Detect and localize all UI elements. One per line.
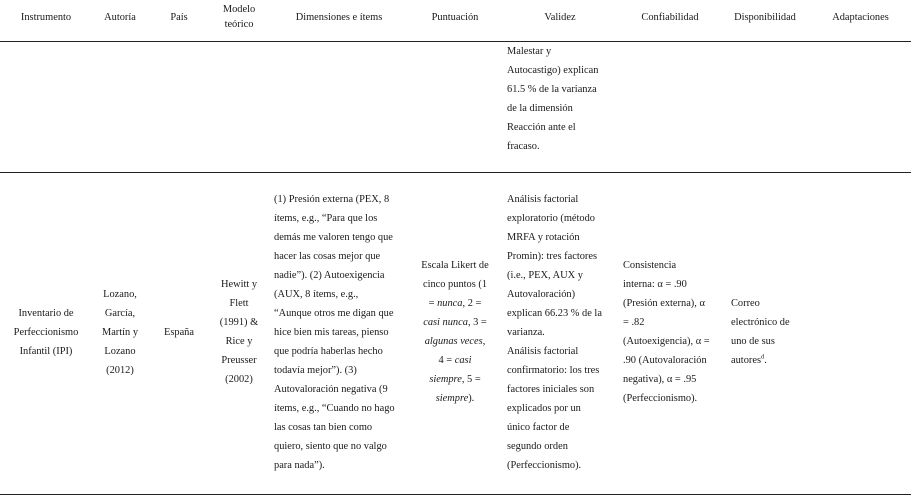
header-bottom-rule	[0, 41, 911, 42]
italic-fragment: casi	[454, 355, 472, 366]
prev-row-validez	[507, 42, 617, 156]
cell-disponibilidad	[731, 294, 810, 370]
italic-fragment: siempre	[435, 393, 469, 404]
text-line: (AUX, 8 ítems, e.g.,	[274, 289, 359, 300]
text-fragment: ).	[468, 393, 475, 404]
text-line: demás me valoren tengo que	[274, 232, 393, 243]
cell-validez	[507, 190, 617, 475]
text-line: Perfeccionismo	[13, 327, 79, 338]
text-line: nadie”). (2) Autoexigencia	[274, 270, 385, 281]
table-bottom-rule	[0, 494, 911, 495]
cell-instrumento	[0, 304, 92, 361]
text-line: factores iniciales son	[507, 384, 595, 395]
text-line: Infantil (IPI)	[19, 346, 73, 357]
text-line: MRFA y rotación	[507, 232, 580, 243]
text-line: (1991) &	[219, 317, 259, 328]
text-fragment: , 5 =	[461, 374, 481, 385]
header-pais: País	[170, 12, 188, 23]
text-line: Reacción ante el	[507, 122, 576, 133]
text-line: Hewitt y	[220, 279, 258, 290]
text-line: de la dimensión	[507, 103, 573, 114]
text-line: Escala Likert de	[421, 260, 489, 271]
text-fragment: , 3 =	[467, 317, 487, 328]
text-line: Autovaloración)	[507, 289, 576, 300]
text-line: (2002)	[225, 374, 253, 385]
text-line: (1) Presión externa (PEX, 8	[274, 194, 390, 205]
text-fragment: .	[764, 355, 767, 366]
text-line: (i.e., PEX, AUX y	[507, 270, 583, 281]
text-line: las cosas tan bien como	[274, 422, 373, 433]
italic-fragment: algunas veces	[424, 336, 483, 347]
cell-modelo-teorico	[210, 275, 268, 389]
text-line: segundo orden	[507, 441, 568, 452]
table-header-row	[0, 0, 911, 42]
text-fragment: , 2 =	[462, 298, 482, 309]
text-line	[410, 370, 500, 389]
text-line: para nada”).	[274, 460, 325, 471]
text-line: electrónico de	[731, 317, 790, 328]
header-validez: Validez	[544, 12, 576, 23]
text-line: Lozano	[104, 346, 136, 357]
text-fragment: ,	[482, 336, 486, 347]
text-line: (Presión externa), α	[623, 298, 705, 309]
text-line: Promin): tres factores	[507, 251, 598, 262]
text-line: confirmatorio: los tres	[507, 365, 600, 376]
cell-puntuacion	[410, 256, 500, 408]
cell-autoria	[92, 285, 148, 380]
row-separator-rule	[0, 172, 911, 173]
text-fragment: autores	[731, 355, 762, 366]
text-line: = .82	[623, 317, 645, 328]
text-line: explicados por un	[507, 403, 581, 414]
text-line: único factor de	[507, 422, 570, 433]
text-line: Autocastigo) explican	[507, 65, 599, 76]
text-line	[410, 332, 500, 351]
text-line	[410, 313, 500, 332]
text-line: negativa), α = .95	[623, 374, 697, 385]
header-modelo-line: teórico	[224, 19, 254, 30]
text-line: Malestar y	[507, 46, 552, 57]
header-autoria: Autoría	[104, 12, 136, 23]
text-line: Inventario de	[18, 308, 74, 319]
text-line: Autovaloración negativa (9	[274, 384, 388, 395]
text-line: que podría haberlas hecho	[274, 346, 383, 357]
text-line: ítems, e.g., “Para que los	[274, 213, 378, 224]
text-line: varianza.	[507, 327, 545, 338]
footnote-marker: d	[761, 353, 765, 361]
text-line: uno de sus	[731, 336, 775, 347]
header-modelo-teorico	[210, 2, 268, 32]
text-fragment: =	[428, 298, 438, 309]
text-line: Martín y	[101, 327, 139, 338]
text-line: explican 66.23 % de la	[507, 308, 602, 319]
italic-fragment: casi nunca	[423, 317, 468, 328]
text-line: Rice y	[225, 336, 253, 347]
text-line: .90 (Autovaloración	[623, 355, 707, 366]
text-line: Flett	[229, 298, 249, 309]
text-line	[731, 351, 810, 370]
text-line: quiero, siento que no valgo	[274, 441, 387, 452]
text-line: cinco puntos (1	[422, 279, 488, 290]
text-line: hice bien mis tareas, pienso	[274, 327, 389, 338]
text-line	[410, 294, 500, 313]
text-line: exploratorio (método	[507, 213, 596, 224]
text-line: todavía mejor”). (3)	[274, 365, 357, 376]
text-line: Preusser	[221, 355, 257, 366]
header-disponibilidad: Disponibilidad	[734, 12, 796, 23]
header-puntuacion: Puntuación	[431, 12, 479, 23]
text-line: “Aunque otros me digan que	[274, 308, 394, 319]
header-instrumento: Instrumento	[20, 12, 72, 23]
header-adaptaciones: Adaptaciones	[832, 12, 889, 23]
text-line: ítems, e.g., “Cuando no hago	[274, 403, 395, 414]
cell-confiabilidad	[623, 256, 720, 408]
text-line: 61.5 % de la varianza	[507, 84, 597, 95]
text-line: Consistencia	[623, 260, 677, 271]
text-line: fracaso.	[507, 141, 540, 152]
text-line	[410, 351, 500, 370]
text-line	[410, 389, 500, 408]
text-line: hacer las cosas mejor que	[274, 251, 381, 262]
text-line: Análisis factorial	[507, 194, 579, 205]
text-line: (Autoexigencia), α =	[623, 336, 710, 347]
text-line: (Perfeccionismo).	[507, 460, 582, 471]
header-dimensiones: Dimensiones e ítems	[295, 12, 383, 23]
cell-dimensiones	[274, 190, 410, 475]
header-modelo-line: Modelo	[222, 4, 256, 15]
cell-pais	[148, 323, 210, 342]
text-line: Lozano,	[103, 289, 137, 300]
text-line: (2012)	[106, 365, 134, 376]
italic-fragment: siempre	[429, 374, 462, 385]
italic-fragment: nunca	[437, 298, 463, 309]
text-line: interna: α = .90	[623, 279, 687, 290]
text-line: Análisis factorial	[507, 346, 579, 357]
text-fragment: 4 =	[438, 355, 455, 366]
text-line: España	[163, 327, 194, 338]
text-line: Correo	[731, 298, 760, 309]
text-line: García,	[104, 308, 136, 319]
header-confiabilidad: Confiabilidad	[641, 12, 699, 23]
text-line: (Perfeccionismo).	[623, 393, 698, 404]
